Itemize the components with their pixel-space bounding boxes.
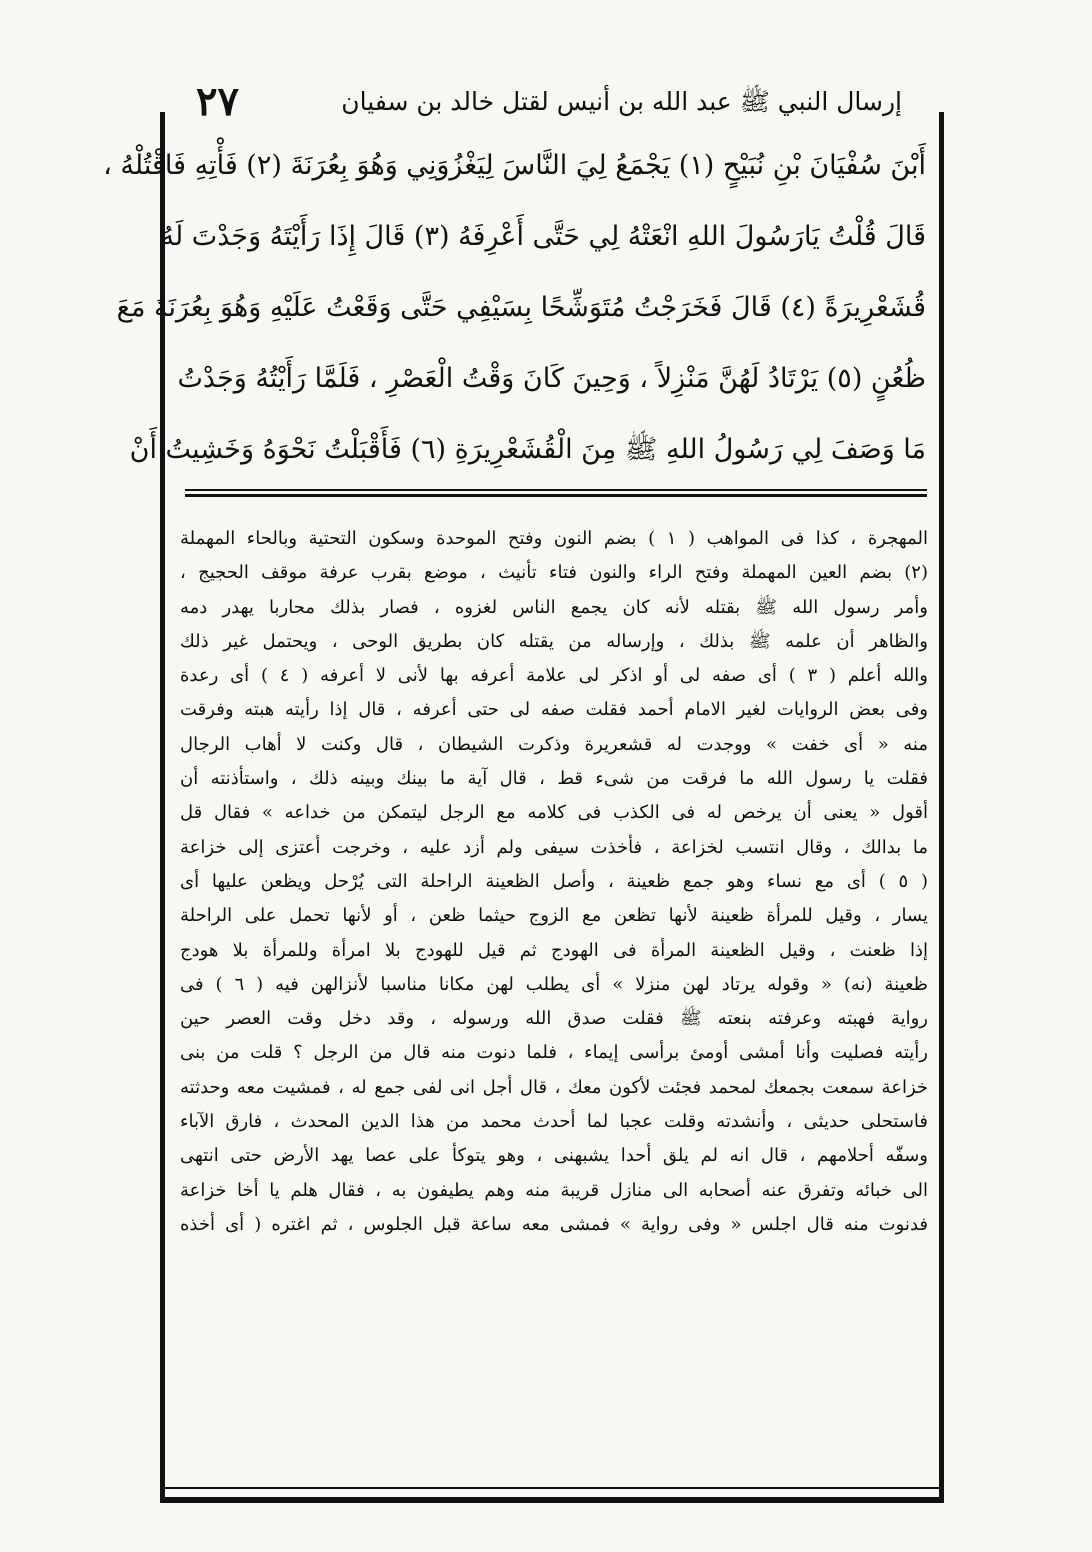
footnote-line: رأيته فصليت وأنا أمشى أومئ برأسى إيماء ، فلما دنوت منه قال من الرجل ؟ قلت من بنى xyxy=(180,1042,928,1064)
footnote-separator xyxy=(185,485,927,503)
main-line: أَبْنَ سُفْيَانَ بْنِ نُبَيْحٍ (١) يَجْمَعُ لِيَ النَّاسَ لِيَغْزُوَنِي وَهُوَ بِعُرَنَةَ (٢) فَأْتِهِ فَاقْتُلْهُ ، xyxy=(103,150,926,181)
footnote-line: والله أعلم ( ٣ ) أى صفه لى أو اذكر لى علامة أعرفه بها لأنى لا أعرفه ( ٤ ) أى رعدة xyxy=(180,665,929,687)
frame-rule-bottom xyxy=(160,1497,944,1503)
separator-line-thin xyxy=(185,489,927,491)
main-text xyxy=(103,130,926,485)
footnote-line: المهجرة ، كذا فى المواهب ( ١ ) بضم النون وفتح الموحدة وسكون التحتية وبالحاء المهملة xyxy=(180,528,928,549)
footnote-line: منه « أى خفت » ووجدت له قشعريرة وذكرت الشيطان ، قال وكنت لا أهاب الرجال xyxy=(180,733,928,755)
main-line: قَالَ قُلْتُ يَارَسُولَ اللهِ انْعَتْهُ لِي حَتَّى أَعْرِفَهُ (٣) قَالَ إِذَا رَأَيْتَهُ وَجَدْتَ لَهُ xyxy=(160,221,926,252)
footnotes xyxy=(180,522,928,1242)
separator-line-thick xyxy=(185,494,927,497)
footnote-line: والظاهر أن علمه ﷺ بذلك ، وإرساله من يقتله كان بطريق الوحى ، ويحتمل غير ذلك xyxy=(180,630,928,652)
footnote-line: فدنوت منه قال اجلس « وفى رواية » فمشى معه ساعة قبل الجلوس ، ثم اغتره ( أى أخذه xyxy=(180,1213,928,1235)
footnote-line: أقول « يعنى أن يرخص له فى الكذب فى كلامه مع الرجل ليتمكن من خداعه » فقال قل xyxy=(180,802,928,824)
page-number: ٢٧ xyxy=(196,78,239,125)
footnote-line: ما بدالك ، وقال انتسب لخزاعة ، فأخذت سيفى ولم أزد عليه ، وخرجت أعتزى إلى خزاعة xyxy=(180,836,928,858)
footnote-line: ( ٥ ) أى مع نساء وهو جمع ظعينة ، وأصل الظعينة الراحلة التى يُرْحل ويظعن عليها أى xyxy=(180,870,928,892)
footnote-line: فقلت يا رسول الله ما فرقت من شىء قط ، قال آية ما بينك وبينه ذلك ، واستأذنته أن xyxy=(180,768,928,790)
frame-rule-bottom-thin xyxy=(160,1487,944,1489)
main-line: مَا وَصَفَ لِي رَسُولُ اللهِ ﷺ مِنَ الْقُشَعْرِيرَةِ (٦) فَأَقْبَلْتُ نَحْوَهُ وَخَشِيتُ أَنْ xyxy=(129,434,926,465)
footnote-line: (٢) بضم العين المهملة وفتح الراء والنون فتاء تأنيث ، موضع بقرب عرفة موقف الحجيج ، xyxy=(180,562,928,584)
main-line: قُشَعْرِيرَةً (٤) قَالَ فَخَرَجْتُ مُتَوَشِّحًا بِسَيْفِي حَتَّى وَقَعْتُ عَلَيْهِ وَهُوَ بِعُرَنَةَ مَعَ xyxy=(116,292,926,323)
footnote-line: وسفّه أحلامهم ، قال انه لم يلق أحدا يشبهنى ، وهو يتوكأ على عصا يهد الأرض حتى انتهى xyxy=(180,1145,928,1167)
footnote-line: الى خبائه وتفرق عنه أصحابه الى منازل قريبة منه وهم يطيفون به ، فقال هلم يا أخا خزاعة xyxy=(180,1179,928,1201)
footnote-line: فاستحلى حديثى ، وأنشدته وقلت عجبا لما أحدث محمد من هذا الدين المحدث ، فارق الآباء xyxy=(180,1111,928,1133)
running-head: إرسال النبي ﷺ عبد الله بن أنيس لقتل خالد بن سفيان xyxy=(341,87,902,116)
footnote-line: ظعينة (نه) « وقوله يرتاد لهن منزلا » أى يطلب لهن مكانا مناسبا لأنزالهن فيه ( ٦ ) فى xyxy=(180,973,928,995)
footnote-line: وفى بعض الروايات لغير الامام أحمد فقلت صفه لى حتى أعرفه ، قال إذا رأيته هبته وفرقت xyxy=(180,699,928,721)
footnote-line: رواية فهبته وعرفته بنعته ﷺ فقلت صدق الله ورسوله ، وقد دخل وقت العصر حين xyxy=(180,1008,928,1030)
main-line: ظُعُنٍ (٥) يَرْتَادُ لَهُنَّ مَنْزِلاً ، وَحِينَ كَانَ وَقْتُ الْعَصْرِ ، فَلَمَّا رَأَيْتُهُ وَجَدْتُ xyxy=(177,363,926,394)
footnote-line: يسار ، وقيل للمرأة ظعينة لأنها تظعن مع الزوج حيثما ظعن ، أو لأنها تحمل على الراحلة xyxy=(180,905,928,927)
footnote-line: إذا ظعنت ، وقيل الظعينة المرأة فى الهودج ثم قيل للهودج بلا امرأة وللمرأة بلا هودج xyxy=(180,939,928,961)
footnote-line: وأمر رسول الله ﷺ بقتله لأنه كان يجمع الناس لغزوه ، فصار بذلك محاربا يهدر دمه xyxy=(180,596,928,618)
frame-rule-right xyxy=(939,112,944,1502)
footnote-line: خزاعة سمعت بجمعك لمحمد فجئت لأكون معك ، قال أجل انى لفى جمع له ، فمشيت معه وحدثته xyxy=(180,1076,928,1098)
